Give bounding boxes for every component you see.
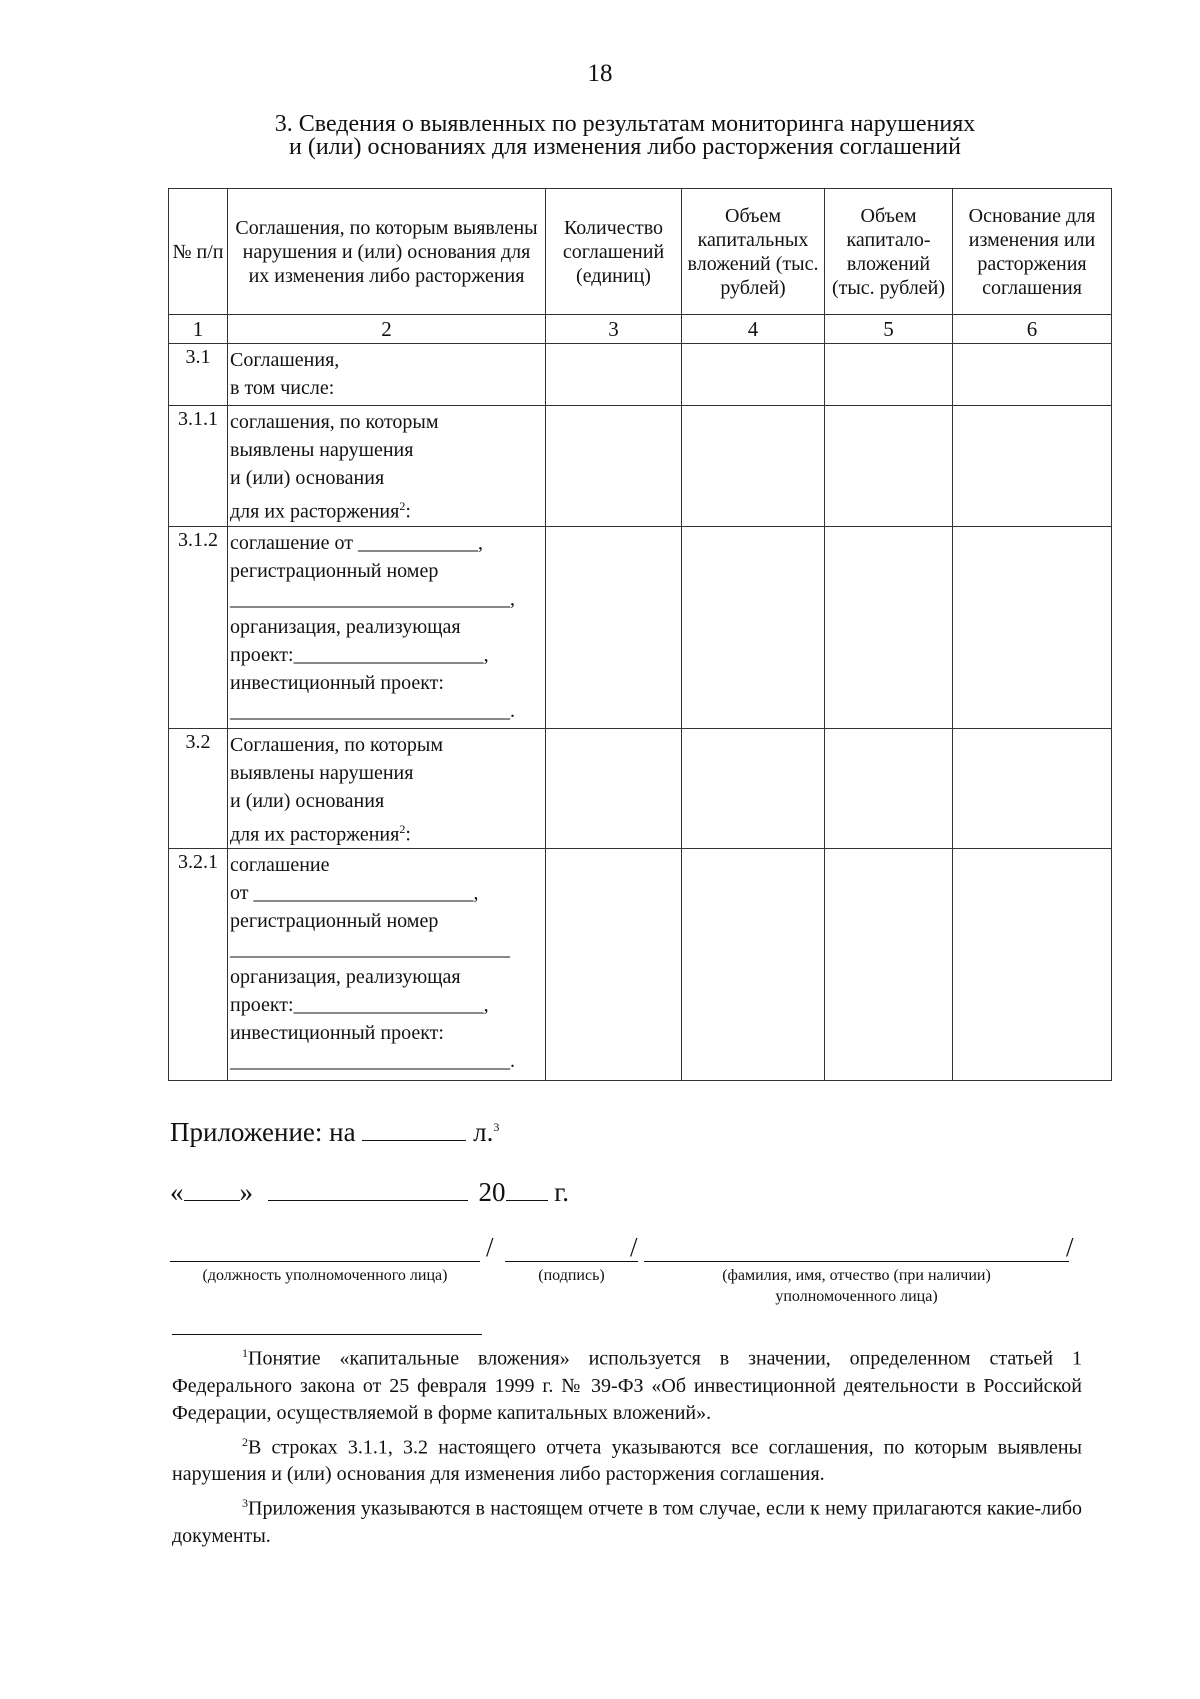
column-number: 6 xyxy=(953,315,1112,344)
appendix-line xyxy=(170,1117,499,1148)
footnote-divider xyxy=(172,1334,482,1335)
row-text-tail: : xyxy=(405,823,411,846)
empty-cell[interactable] xyxy=(825,728,953,849)
empty-cell[interactable] xyxy=(682,849,825,1081)
row-number: 3.1.2 xyxy=(169,526,228,728)
violations-table xyxy=(168,188,1112,1081)
column-number: 3 xyxy=(546,315,682,344)
row-description xyxy=(228,406,546,527)
row-text-tail: : xyxy=(405,500,411,523)
footnotes xyxy=(172,1340,1082,1552)
column-number: 1 xyxy=(169,315,228,344)
header-number: № п/п xyxy=(169,189,228,315)
header-quantity: Количество соглашений (единиц) xyxy=(546,189,682,315)
appendix-sheets-field[interactable] xyxy=(362,1122,466,1141)
empty-cell[interactable] xyxy=(682,344,825,406)
row-text: соглашения, по которым выявлены нарушения и (или) основания для их расторжения xyxy=(230,411,439,523)
footnote-mark: 2 xyxy=(242,1434,248,1449)
empty-cell[interactable] xyxy=(546,728,682,849)
empty-cell[interactable] xyxy=(953,849,1112,1081)
empty-cell[interactable] xyxy=(682,406,825,527)
footnote xyxy=(172,1490,1082,1550)
footnote xyxy=(172,1429,1082,1489)
footnote-text: Приложения указываются в настоящем отчете в том случае, если к нему прилагаются какие-либо документы. xyxy=(172,1497,1082,1547)
empty-cell[interactable] xyxy=(825,406,953,527)
appendix-suffix: л. xyxy=(473,1117,494,1147)
signature-field[interactable] xyxy=(505,1260,638,1262)
date-day-field[interactable] xyxy=(184,1182,240,1201)
row-number: 3.1 xyxy=(169,344,228,406)
date-open-quote: « xyxy=(170,1177,184,1207)
empty-cell[interactable] xyxy=(546,406,682,527)
empty-cell[interactable] xyxy=(825,526,953,728)
empty-cell[interactable] xyxy=(682,728,825,849)
row-text: Соглашения, по которым выявлены нарушения и (или) основания для их расторжения xyxy=(230,733,443,846)
row-number: 3.2 xyxy=(169,728,228,849)
table-row xyxy=(169,526,1112,728)
row-description: соглашение от ______________________, регистрационный номер ____________________________ организация, реализующая проект:___________________, инвестиционный проект: ____________________________. xyxy=(228,849,546,1081)
empty-cell[interactable] xyxy=(825,849,953,1081)
table-row xyxy=(169,728,1112,849)
full-name-caption-line-2: уполномоченного лица) xyxy=(775,1288,938,1305)
date-year-suffix: г. xyxy=(554,1177,570,1207)
section-title-line-2: и (или) основаниях для изменения либо расторжения соглашений xyxy=(289,134,961,160)
header-agreements: Соглашения, по которым выявлены нарушения и (или) основания для их изменения либо расторжения xyxy=(228,189,546,315)
table-row xyxy=(169,849,1112,1081)
empty-cell[interactable] xyxy=(546,526,682,728)
footnote-text: Понятие «капитальные вложения» используется в значении, определенном статьей 1 Федерального закона от 25 февраля 1999 г. № 39-ФЗ «Об инвестиционной деятельности в Российской Федерации, осуществляемой в форме капитальных вложений». xyxy=(172,1347,1082,1424)
date-year-prefix: 20 xyxy=(478,1177,506,1207)
full-name-caption-line-1: (фамилия, имя, отчество (при наличии) xyxy=(722,1267,991,1284)
column-number: 4 xyxy=(682,315,825,344)
date-line xyxy=(170,1177,569,1208)
empty-cell[interactable] xyxy=(953,344,1112,406)
header-capital-investments: Объем капитальных вложений (тыс. рублей) xyxy=(682,189,825,315)
slash: / xyxy=(486,1232,494,1262)
footnote-mark: 2 xyxy=(399,499,406,513)
table-row xyxy=(169,406,1112,527)
appendix-prefix: Приложение: на xyxy=(170,1117,356,1147)
empty-cell[interactable] xyxy=(825,344,953,406)
header-grounds: Основание для изменения или расторжения соглашения xyxy=(953,189,1112,315)
footnote-text: В строках 3.1.1, 3.2 настоящего отчета указываются все соглашения, по которым выявлены нарушения и (или) основания для изменения либо расторжения соглашения. xyxy=(172,1436,1082,1486)
empty-cell[interactable] xyxy=(682,526,825,728)
row-number: 3.1.1 xyxy=(169,406,228,527)
row-description: соглашение от ____________, регистрационный номер ____________________________, организация, реализующая проект:___________________, инвестиционный проект: ____________________________. xyxy=(228,526,546,728)
row-number: 3.2.1 xyxy=(169,849,228,1081)
signature-caption: (подпись) xyxy=(538,1267,605,1284)
section-title-line-1: 3. Сведения о выявленных по результатам мониторинга нарушениях xyxy=(274,111,976,137)
empty-cell[interactable] xyxy=(953,526,1112,728)
footnote-mark: 3 xyxy=(242,1496,248,1511)
column-numbers-row xyxy=(169,315,1112,344)
footnote-mark: 3 xyxy=(493,1120,500,1134)
empty-cell[interactable] xyxy=(546,344,682,406)
header-capital-investments-alt: Объем капитало-вложений (тыс. рублей) xyxy=(825,189,953,315)
empty-cell[interactable] xyxy=(953,728,1112,849)
full-name-caption xyxy=(644,1265,1069,1307)
date-close-quote: » xyxy=(239,1177,253,1207)
footnote xyxy=(172,1340,1082,1427)
table-row xyxy=(169,344,1112,406)
page-number: 18 xyxy=(587,60,613,87)
position-caption: (должность уполномоченного лица) xyxy=(202,1267,448,1284)
signature-block xyxy=(170,1232,1080,1305)
slash: / xyxy=(630,1232,638,1262)
row-description xyxy=(228,728,546,849)
column-number: 2 xyxy=(228,315,546,344)
empty-cell[interactable] xyxy=(546,849,682,1081)
position-field[interactable] xyxy=(170,1260,480,1262)
date-year-field[interactable] xyxy=(506,1182,548,1201)
footnote-mark: 1 xyxy=(242,1346,248,1360)
table-header-row xyxy=(169,189,1112,315)
date-month-field[interactable] xyxy=(268,1182,468,1201)
row-description: Соглашения, в том числе: xyxy=(228,344,546,406)
column-number: 5 xyxy=(825,315,953,344)
footnote-mark: 2 xyxy=(399,821,406,836)
section-title xyxy=(0,113,1200,159)
empty-cell[interactable] xyxy=(953,406,1112,527)
slash: / xyxy=(1066,1232,1074,1262)
full-name-field[interactable] xyxy=(644,1260,1069,1262)
